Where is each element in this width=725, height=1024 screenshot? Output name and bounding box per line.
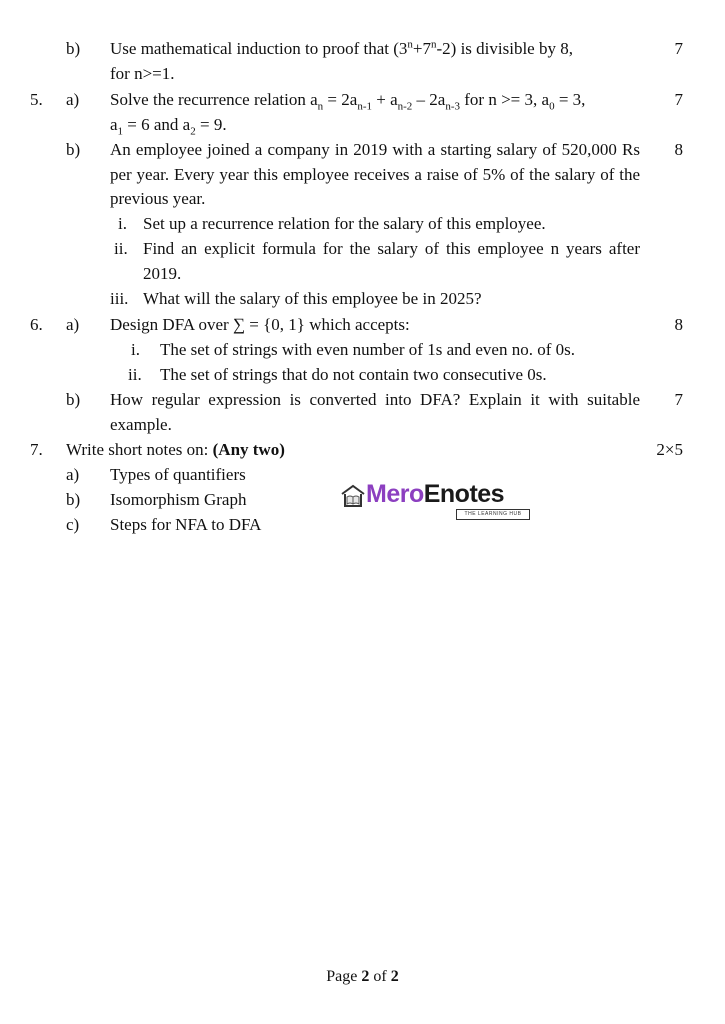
q6a-item-2-num: ii.: [128, 365, 142, 384]
q6a-marks: 8: [674, 315, 683, 334]
q5b-item-1-num: i.: [118, 214, 127, 233]
q5a-line1: Solve the recurrence relation $a_n = 2a_{n-1} + a_{n-2} - 2a_{n-3}$ for n >= 3, $a_0 = 3$,: [110, 90, 586, 113]
q5a-label: a): [66, 90, 80, 109]
q7-item-c-label: c): [66, 515, 80, 534]
q5b-item-1-text: Set up a recurrence relation for the salary of this employee.: [143, 214, 546, 233]
q5a-line2: $a_1 = 6$ and $a_2 = 9$.: [110, 115, 227, 138]
q4b-line1: Use mathematical induction to proof that $(3^n+7^n-2)$ is divisible by 8,: [110, 38, 573, 58]
q5b-marks: 8: [674, 140, 683, 159]
q7-item-b-text: Isomorphism Graph: [110, 490, 247, 509]
q5b-label: b): [66, 140, 81, 159]
q7-marks: 2×5: [656, 440, 683, 459]
q4b-line2: for n>=1.: [110, 64, 175, 83]
q4b-marks: 7: [674, 39, 683, 58]
q5b-item-2-text: Find an explicit formula for the salary of this employee n years after 2019.: [143, 239, 640, 283]
q5a-marks: 7: [674, 90, 683, 109]
q7-text: Write short notes on: (Any two): [66, 440, 285, 459]
q5b-item-3-num: iii.: [110, 289, 129, 308]
q7-number: 7.: [30, 440, 43, 459]
q6a-text: Design DFA over ∑ = {0, 1} which accepts:: [110, 315, 410, 334]
q6a-item-2-text: The set of strings that do not contain two consecutive 0s.: [160, 365, 547, 384]
q5b-item-2-num: ii.: [114, 239, 128, 258]
q5-number: 5.: [30, 90, 43, 109]
meroenotes-logo: [338, 475, 536, 521]
logo-wordmark: MeroEnotes: [366, 480, 505, 508]
q4b-label: b): [66, 39, 81, 58]
q6b-marks: 7: [674, 390, 683, 409]
q6a-item-1-text: The set of strings with even number of 1s and even no. of 0s.: [160, 340, 575, 359]
q6-number: 6.: [30, 315, 43, 334]
q5b-paragraph: An employee joined a company in 2019 with a starting salary of 520,000 Rs per year. Every year this employee receives a raise of 5% of the salary of the previous year.: [110, 140, 640, 208]
q7-item-b-label: b): [66, 490, 81, 509]
q7-item-a-text: Types of quantifiers: [110, 465, 246, 484]
q7-item-a-label: a): [66, 465, 80, 484]
q5b-item-3-text: What will the salary of this employee be in 2025?: [143, 289, 482, 308]
page-footer: Page 2 of 2: [326, 968, 399, 985]
q6b-paragraph: How regular expression is converted into DFA? Explain it with suitable example.: [110, 390, 640, 434]
logo-tagline: THE LEARNING HUB: [456, 509, 530, 520]
book-house-icon: [338, 481, 368, 511]
q6a-label: a): [66, 315, 80, 334]
q7-item-c-text: Steps for NFA to DFA: [110, 515, 262, 534]
q6b-label: b): [66, 390, 81, 409]
q6a-item-1-num: i.: [131, 340, 140, 359]
